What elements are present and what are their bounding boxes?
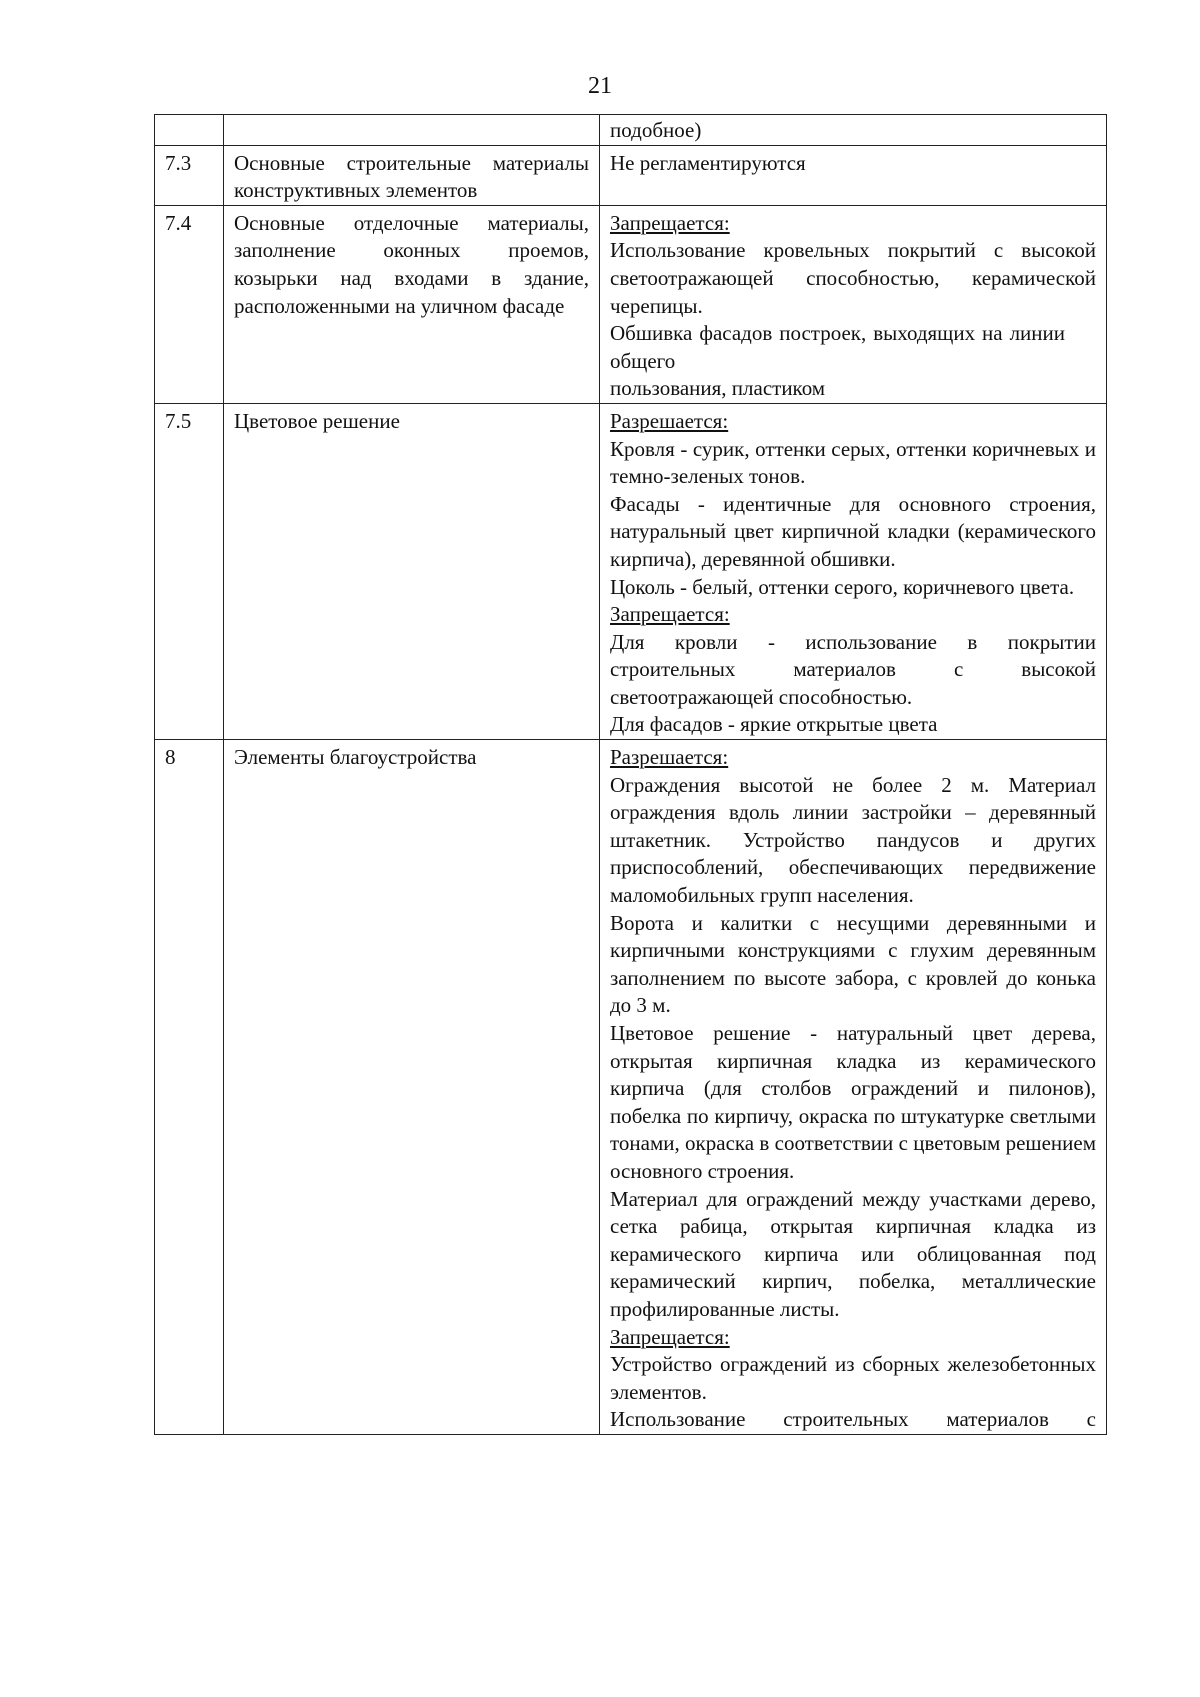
prohibited-label: Запрещается: xyxy=(610,602,730,627)
row-number: 7.4 xyxy=(155,205,224,403)
description-text: Кровля - сурик, оттенки серых, оттенки коричневых и темно-зеленых тонов. xyxy=(610,436,1096,489)
description-text: Использование строительных материалов с xyxy=(610,1407,1096,1432)
row-name: Цветовое решение xyxy=(224,403,600,739)
description-text: Цветовое решение - натуральный цвет дерева, открытая кирпичная кладка из керамического кирпича (для столбов ограждений и пилонов), побелка по кирпичу, окраска по штукатурке светлыми тонами, окраска в соответствии с цветовым решением основного строения. xyxy=(610,1021,1096,1183)
description-text: Для фасадов - яркие открытые цвета xyxy=(610,712,938,737)
description-text: Использование кровельных покрытий с высокой светоотражающей способностью, керамической черепицы. xyxy=(610,238,1096,318)
row-description xyxy=(600,115,1107,146)
description-text: Материал для ограждений между участками дерево, сетка рабица, открытая кирпичная кладка из керамического кирпича или облицованная под керамический кирпич, побелка, металлические профилированные листы. xyxy=(610,1186,1096,1321)
row-name xyxy=(224,115,600,146)
description-text: Не регламентируются xyxy=(610,150,806,175)
table-row-continuation xyxy=(155,115,1107,146)
description-text: Для кровли - использование в покрытии строительных материалов с высокой светоотражающей способностью. xyxy=(610,629,1096,709)
row-name: Основные отделочные материалы, заполнение оконных проемов, козырьки над входами в здание, расположенными на уличном фасаде xyxy=(224,205,600,403)
row-description xyxy=(600,205,1107,403)
table-row-7-3 xyxy=(155,145,1107,205)
description-text: подобное) xyxy=(610,118,702,142)
row-number xyxy=(155,115,224,146)
page-number: 21 xyxy=(588,73,612,99)
row-number: 8 xyxy=(155,740,224,1435)
description-text: Цоколь - белый, оттенки серого, коричневого цвета. xyxy=(610,574,1075,599)
allowed-label: Разрешается: xyxy=(610,745,729,770)
row-description xyxy=(600,145,1107,205)
description-text: Фасады - идентичные для основного строения, натуральный цвет кирпичной кладки (керамического кирпича), деревянной обшивки. xyxy=(610,491,1096,571)
row-number: 7.5 xyxy=(155,403,224,739)
row-name: Основные строительные материалы конструктивных элементов xyxy=(224,145,600,205)
description-text: пользования, пластиком xyxy=(610,376,826,401)
prohibited-label: Запрещается: xyxy=(610,1324,730,1349)
description-text: Обшивка фасадов построек, выходящих на линии общего xyxy=(610,321,1065,373)
description-text: Ворота и калитки с несущими деревянными и кирпичными конструкциями с глухим деревянным заполнением по высоте забора, с кровлей до конька до 3 м. xyxy=(610,910,1096,1018)
allowed-label: Разрешается: xyxy=(610,408,729,433)
description-text: Ограждения высотой не более 2 м. Материал ограждения вдоль линии застройки – деревянный штакетник. Устройство пандусов и других приспособлений, обеспечивающих передвижение маломобильных групп населения. xyxy=(610,772,1096,908)
table-row-7-5 xyxy=(155,403,1107,739)
description-text: Устройство ограждений из сборных железобетонных элементов. xyxy=(610,1352,1096,1404)
row-name: Элементы благоустройства xyxy=(224,740,600,1435)
row-description xyxy=(600,403,1107,739)
prohibited-label: Запрещается: xyxy=(610,210,730,235)
row-description xyxy=(600,740,1107,1435)
table-row-8 xyxy=(155,740,1107,1435)
row-number: 7.3 xyxy=(155,145,224,205)
regulations-table xyxy=(154,114,1107,1435)
table-row-7-4 xyxy=(155,205,1107,403)
